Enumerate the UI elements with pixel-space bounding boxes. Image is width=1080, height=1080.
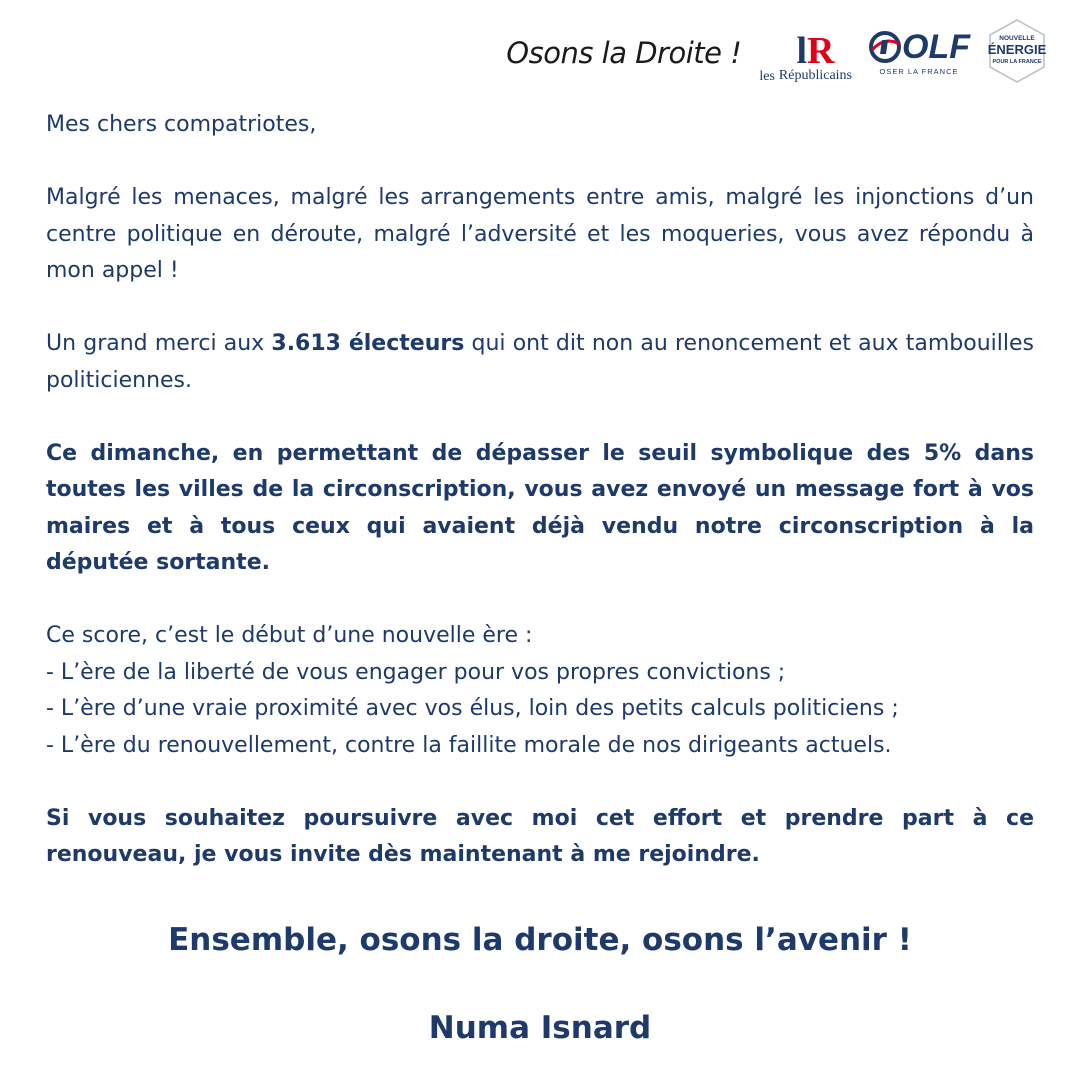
lr-logo-label: Républicains bbox=[778, 68, 853, 83]
olf-logo-sub: OSER LA FRANCE bbox=[879, 67, 959, 76]
paragraph-result: Ce dimanche, en permettant de dépasser le seuil symbolique des 5% dans toutes les villes de la circonscription, vous avez envoyé un message fort à vos maires et à tous ceux qui avaient déjà vendu notre circonscription à la députée sortante. bbox=[46, 440, 1034, 575]
olf-logo-text: OLF bbox=[902, 28, 970, 66]
voter-count: 3.613 électeurs bbox=[271, 331, 465, 356]
nouvelle-energie-logo bbox=[984, 18, 1050, 89]
ne-logo-main: ÉNERGIE bbox=[987, 41, 1047, 57]
closing-slogan: Ensemble, osons la droite, osons l’avenir ! bbox=[168, 922, 912, 958]
signature: Numa Isnard bbox=[428, 1010, 652, 1046]
paragraph-invitation: Si vous souhaitez poursuivre avec moi cet effort et prendre part à ce renouveau, je vous invite dès maintenant à me rejoindre. bbox=[46, 805, 1034, 867]
list-item: - L’ère d’une vraie proximité avec vos élus, loin des petits calculs politiciens ; bbox=[46, 696, 899, 721]
greeting: Mes chers compatriotes, bbox=[46, 112, 317, 137]
new-era-intro: Ce score, c’est le début d’une nouvelle ère : bbox=[46, 623, 533, 648]
paragraph-voters: Un grand merci aux 3.613 électeurs qui ont dit non au renoncement et aux tambouilles politiciennes. bbox=[46, 331, 1034, 393]
slogan: Osons la Droite ! bbox=[506, 36, 742, 70]
ne-logo-top: NOUVELLE bbox=[999, 34, 1035, 42]
ne-logo-sub: POUR LA FRANCE bbox=[992, 58, 1042, 65]
lr-logo-mark: lR bbox=[796, 29, 835, 72]
olf-logo bbox=[868, 30, 970, 76]
header bbox=[480, 18, 1050, 88]
olf-globe-icon bbox=[868, 30, 902, 64]
paragraph-new-era bbox=[46, 618, 1034, 764]
paragraph-thanks-appeal: Malgré les menaces, malgré les arrangements entre amis, malgré les injonctions d’un centre politique en déroute, malgré l’adversité et les moqueries, vous avez répondu à mon appel ! bbox=[46, 185, 1034, 283]
lr-logo-les: les bbox=[759, 69, 775, 84]
les-republicains-logo bbox=[759, 22, 852, 84]
list-item: - L’ère de la liberté de vous engager pour vos propres convictions ; bbox=[46, 659, 786, 685]
letter-body bbox=[46, 107, 1034, 874]
list-item: - L’ère du renouvellement, contre la faillite morale de nos dirigeants actuels. bbox=[46, 732, 892, 758]
